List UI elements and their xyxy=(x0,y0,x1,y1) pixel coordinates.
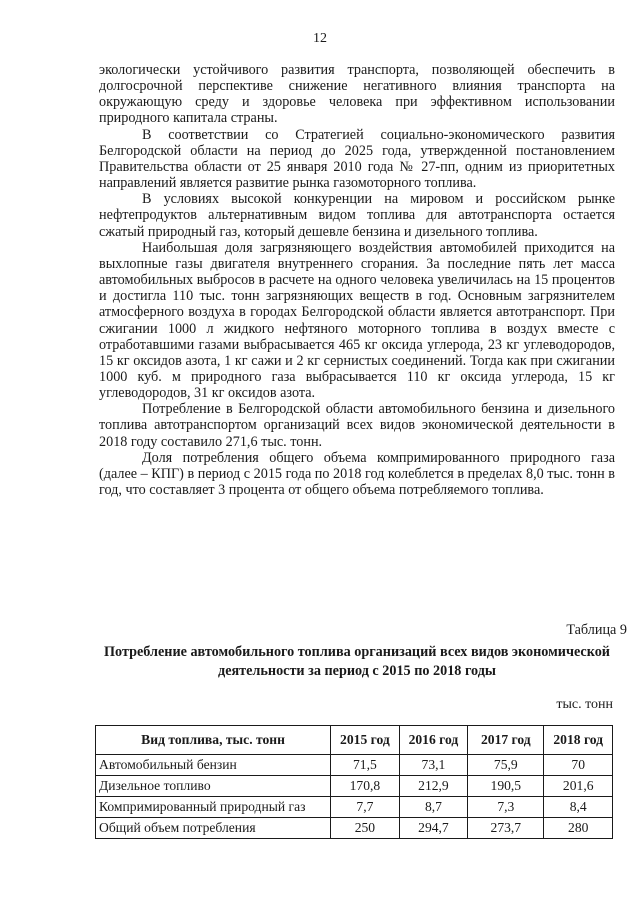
table-row xyxy=(96,797,613,818)
header-2015: 2015 год xyxy=(331,726,400,755)
header-2016: 2016 год xyxy=(399,726,468,755)
table-row xyxy=(96,776,613,797)
cell-2017: 190,5 xyxy=(468,776,544,797)
cell-2017: 7,3 xyxy=(468,797,544,818)
cell-2018: 280 xyxy=(544,818,613,839)
table-row xyxy=(96,818,613,839)
cell-2015: 250 xyxy=(331,818,400,839)
cell-2015: 71,5 xyxy=(331,755,400,776)
cell-2016: 212,9 xyxy=(399,776,468,797)
paragraph-3: В условиях высокой конкуренции на мировом и российском рынке нефтепродуктов альтернативным видом топлива для автотранспорта остается сжатый природный газ, который дешевле бензина и дизельного топлива. xyxy=(99,191,615,240)
table-header-row xyxy=(96,726,613,755)
cell-2016: 73,1 xyxy=(399,755,468,776)
fuel-consumption-table xyxy=(95,725,613,839)
cell-2016: 294,7 xyxy=(399,818,468,839)
paragraph-1: экологически устойчивого развития транспорта, позволяющей обеспечить в долгосрочной перспективе снижение негативного влияния транспорта на окружающую среду и здоровье человека при эффективном использовании природного капитала страны. xyxy=(99,62,615,127)
cell-fuel-type: Общий объем потребления xyxy=(96,818,331,839)
cell-2017: 273,7 xyxy=(468,818,544,839)
page-number: 12 xyxy=(313,31,327,46)
paragraph-4: Наибольшая доля загрязняющего воздействия автомобилей приходится на выхлопные газы двигателя внутреннего сгорания. За последние пять лет масса автомобильных выбросов в расчете на одного человека увеличилась на 15 процентов и достигла 110 тыс. тонн загрязняющих веществ в год. Основным загрязнителем атмосферного воздуха в городах Белгородской области является автотранспорт. При сжигании 1000 л жидкого нефтяного моторного топлива в воздух вместе с отработавшими газами выбрасывается 465 кг оксида углерода, 23 кг углеводородов, 15 кг оксидов азота, 1 кг сажи и 2 кг сернистых соединений. Тогда как при сжигании 1000 куб. м природного газа выбрасывается 110 кг оксида углерода, 15 кг углеводородов, 31 кг оксидов азота. xyxy=(99,239,615,402)
table-units: тыс. тонн xyxy=(556,697,613,712)
table-caption: Таблица 9 xyxy=(566,622,627,638)
table-row xyxy=(96,755,613,776)
cell-fuel-type: Автомобильный бензин xyxy=(96,755,331,776)
table-title: Потребление автомобильного топлива организаций всех видов экономической деятельности за период с 2015 по 2018 годы xyxy=(104,644,610,679)
cell-2018: 8,4 xyxy=(544,797,613,818)
paragraph-5: Потребление в Белгородской области автомобильного бензина и дизельного топлива автотранспортом организаций всех видов экономической деятельности в 2018 году составило 271,6 тыс. тонн. xyxy=(99,401,615,450)
cell-2018: 201,6 xyxy=(544,776,613,797)
paragraph-6: Доля потребления общего объема компримированного природного газа (далее – КПГ) в период с 2015 года по 2018 год колеблется в пределах 8,0 тыс. тонн в год, что составляет 3 процента от общего объема потребляемого топлива. xyxy=(99,449,615,499)
header-fuel-type: Вид топлива, тыс. тонн xyxy=(96,726,331,755)
cell-fuel-type: Компримированный природный газ xyxy=(96,797,331,818)
header-2018: 2018 год xyxy=(544,726,613,755)
cell-fuel-type: Дизельное топливо xyxy=(96,776,331,797)
paragraph-2: В соответствии со Стратегией социально-экономического развития Белгородской области на период до 2025 года, утвержденной постановлением Правительства области от 25 января 2010 года № 27-пп, одним из приоритетных направлений является развитие рынка газомоторного топлива. xyxy=(99,126,615,192)
cell-2017: 75,9 xyxy=(468,755,544,776)
cell-2018: 70 xyxy=(544,755,613,776)
body-text xyxy=(99,62,615,498)
cell-2016: 8,7 xyxy=(399,797,468,818)
cell-2015: 7,7 xyxy=(331,797,400,818)
cell-2015: 170,8 xyxy=(331,776,400,797)
header-2017: 2017 год xyxy=(468,726,544,755)
